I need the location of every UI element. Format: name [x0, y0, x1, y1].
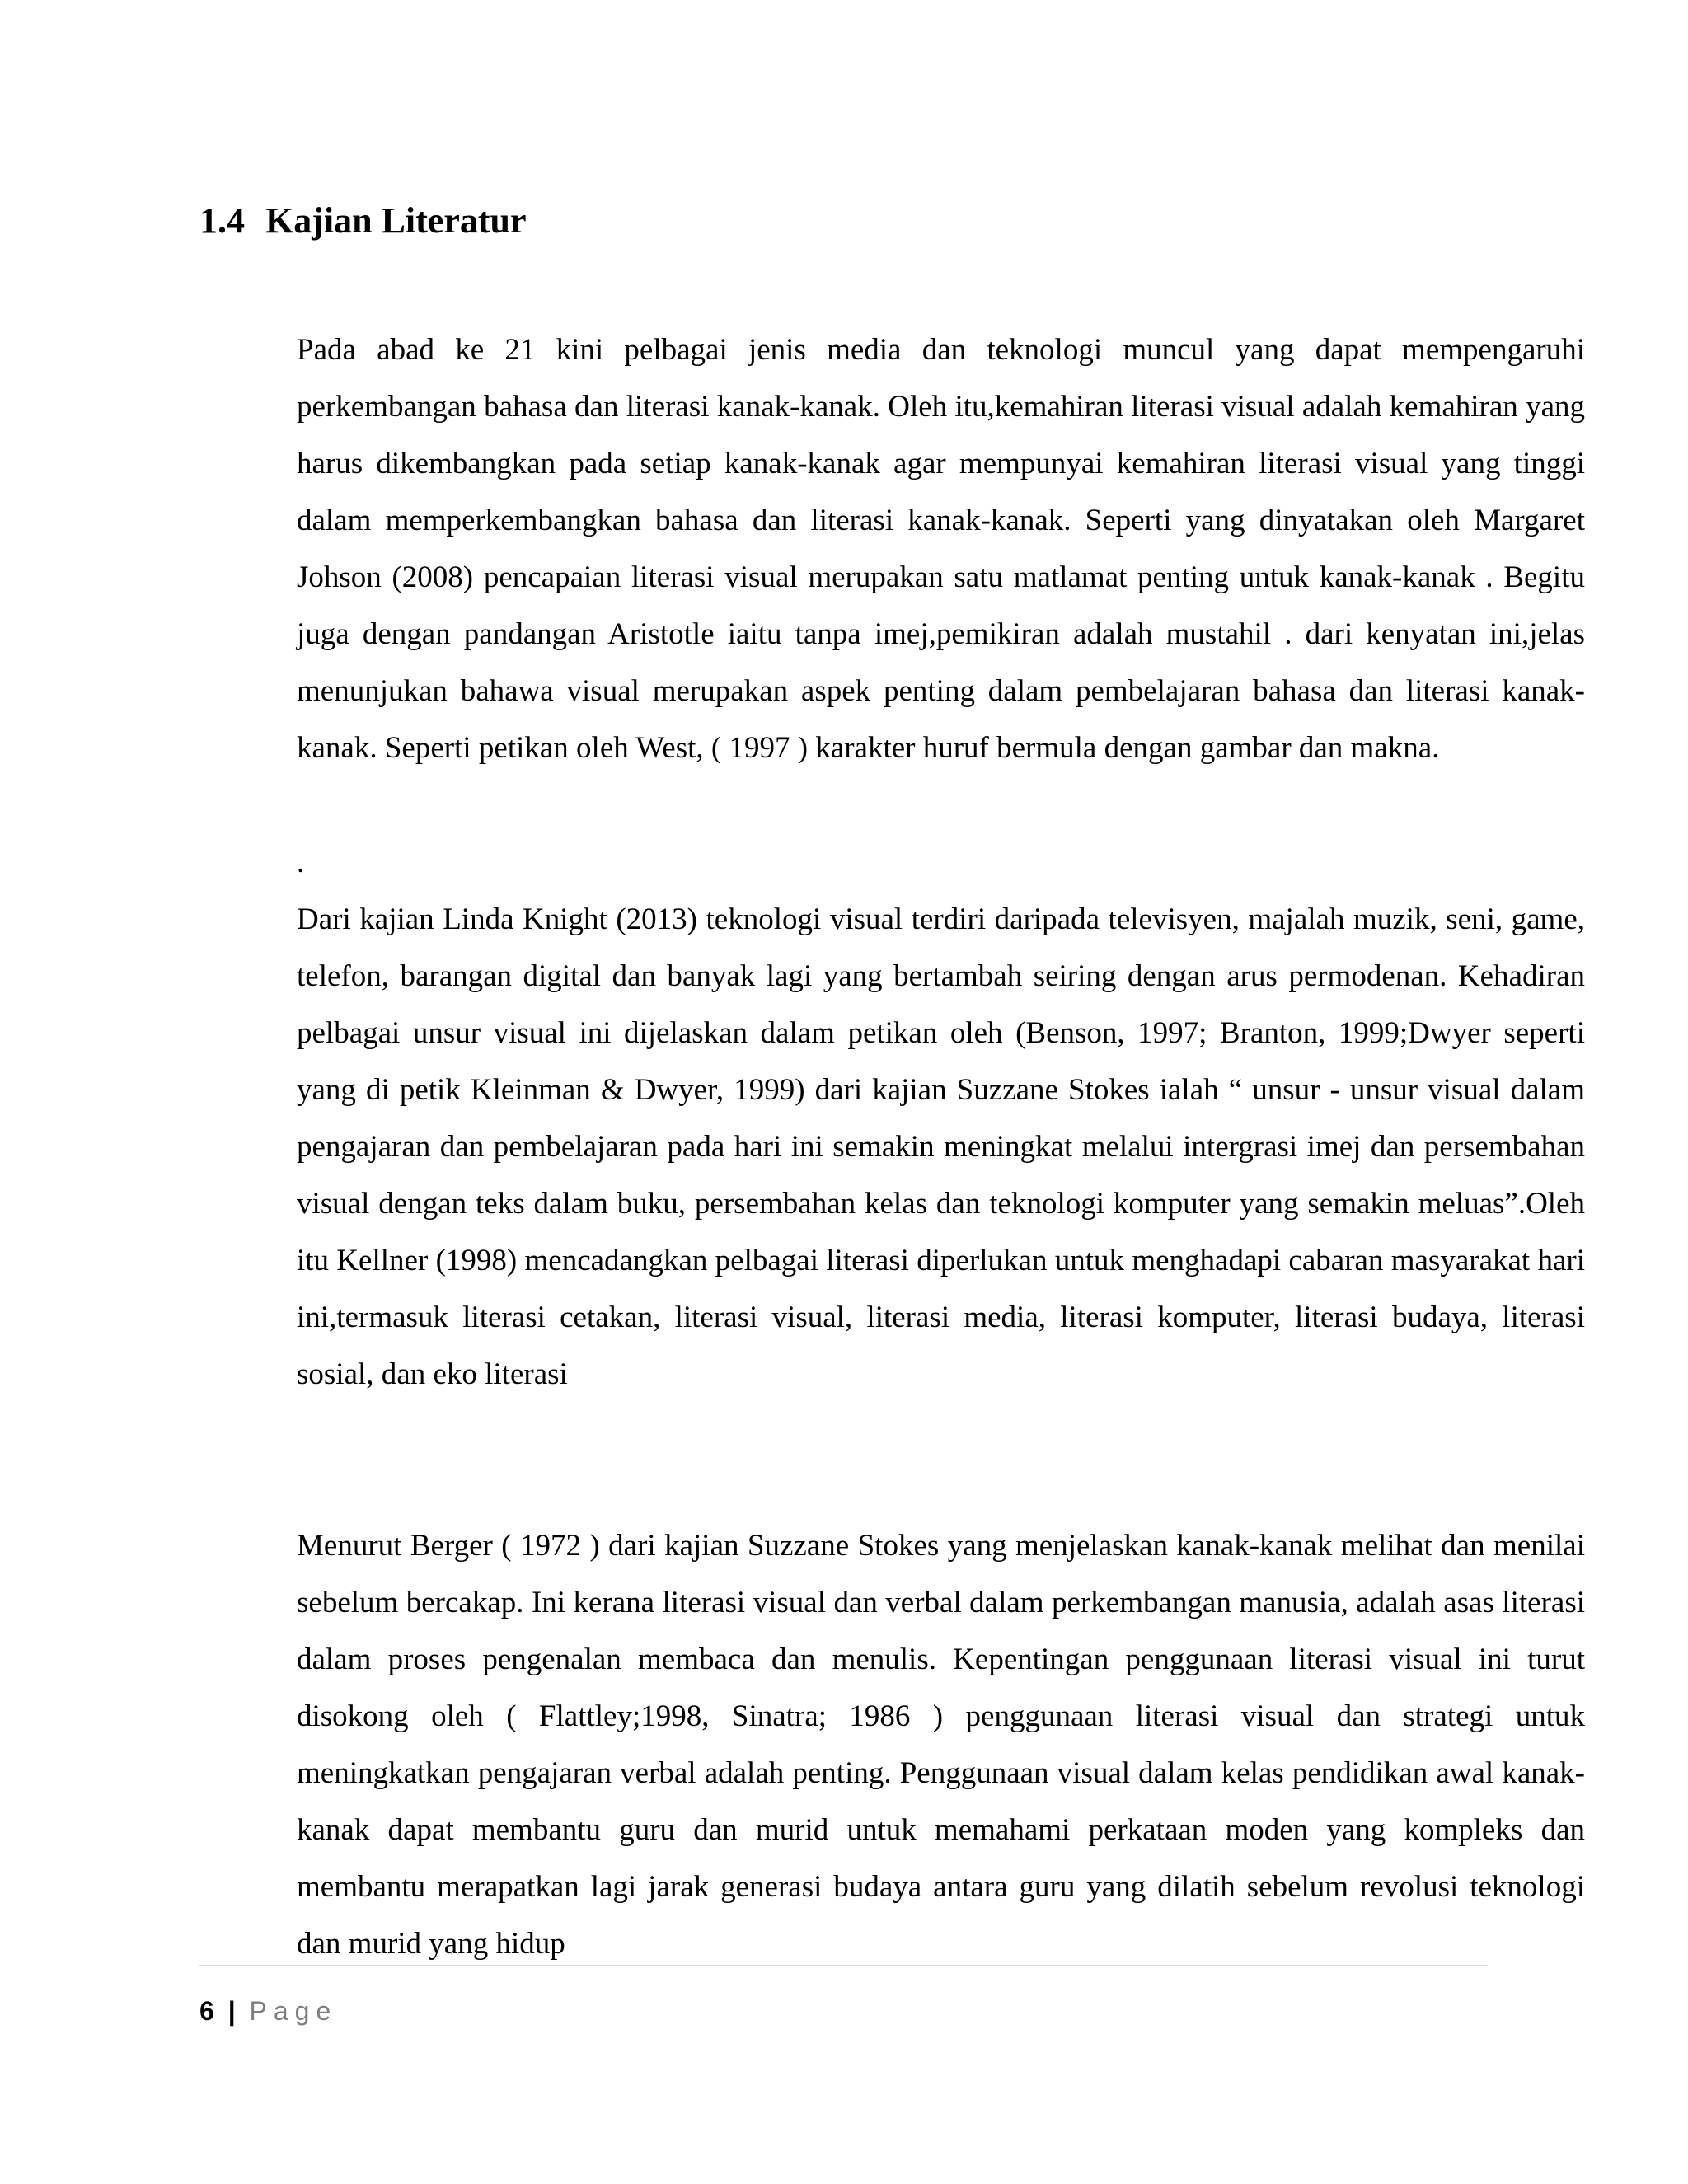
paragraph-dot: . [297, 846, 305, 879]
footer-page-number: 6 [199, 1996, 214, 2026]
footer-rule [199, 1965, 1488, 1966]
section-heading [199, 198, 527, 244]
paragraph-1: Pada abad ke 21 kini pelbagai jenis media dan teknologi muncul yang dapat mempengaruhi perkembangan bahasa dan literasi kanak-kanak. Oleh itu,kemahiran literasi visual adalah kemahiran yang harus dikembangkan pada setiap kanak-kanak agar mempunyai kemahiran literasi visual yang tinggi dalam memperkembangkan bahasa dan literasi kanak-kanak. Seperti yang dinyatakan oleh Margaret Johson (2008) pencapaian literasi visual merupakan satu matlamat penting untuk kanak-kanak . Begitu juga dengan pandangan Aristotle iaitu tanpa imej,pemikiran adalah mustahil . dari kenyatan ini,jelas menunjukan bahawa visual merupakan aspek penting dalam pembelajaran bahasa dan literasi kanak-kanak. Seperti petikan oleh West, ( 1997 ) karakter huruf bermula dengan gambar dan makna. [297, 333, 1585, 765]
footer-page-label: Page [249, 1996, 338, 2026]
section-number: 1.4 [199, 200, 245, 241]
paragraph-2: Dari kajian Linda Knight (2013) teknologi visual terdiri daripada televisyen, majalah muzik, seni, game, telefon, barangan digital dan banyak lagi yang bertambah seiring dengan arus permodenan. Kehadiran pelbagai unsur visual ini dijelaskan dalam petikan oleh (Benson, 1997; Branton, 1999;Dwyer seperti yang di petik Kleinman & Dwyer, 1999) dari kajian Suzzane Stokes ialah “ unsur - unsur visual dalam pengajaran dan pembelajaran pada hari ini semakin meningkat melalui intergrasi imej dan persembahan visual dengan teks dalam buku, persembahan kelas dan teknologi komputer yang semakin meluas”.Oleh itu Kellner (1998) mencadangkan pelbagai literasi diperlukan untuk menghadapi cabaran masyarakat hari ini,termasuk literasi cetakan, literasi visual, literasi media, literasi komputer, literasi budaya, literasi sosial, dan eko literasi [297, 902, 1585, 1391]
page-footer [199, 1994, 337, 2027]
paragraph-3: Menurut Berger ( 1972 ) dari kajian Suzzane Stokes yang menjelaskan kanak-kanak melihat dan menilai sebelum bercakap. Ini kerana literasi visual dan verbal dalam perkembangan manusia, adalah asas literasi dalam proses pengenalan membaca dan menulis. Kepentingan penggunaan literasi visual ini turut disokong oleh ( Flattley;1998, Sinatra; 1986 ) penggunaan literasi visual dan strategi untuk meningkatkan pengajaran verbal adalah penting. Penggunaan visual dalam kelas pendidikan awal kanak-kanak dapat membantu guru dan murid untuk memahami perkataan moden yang kompleks dan membantu merapatkan lagi jarak generasi budaya antara guru yang dilatih sebelum revolusi teknologi dan murid yang hidup [297, 1529, 1585, 1961]
section-title: Kajian Literatur [265, 200, 527, 241]
footer-separator: | [227, 1996, 236, 2026]
